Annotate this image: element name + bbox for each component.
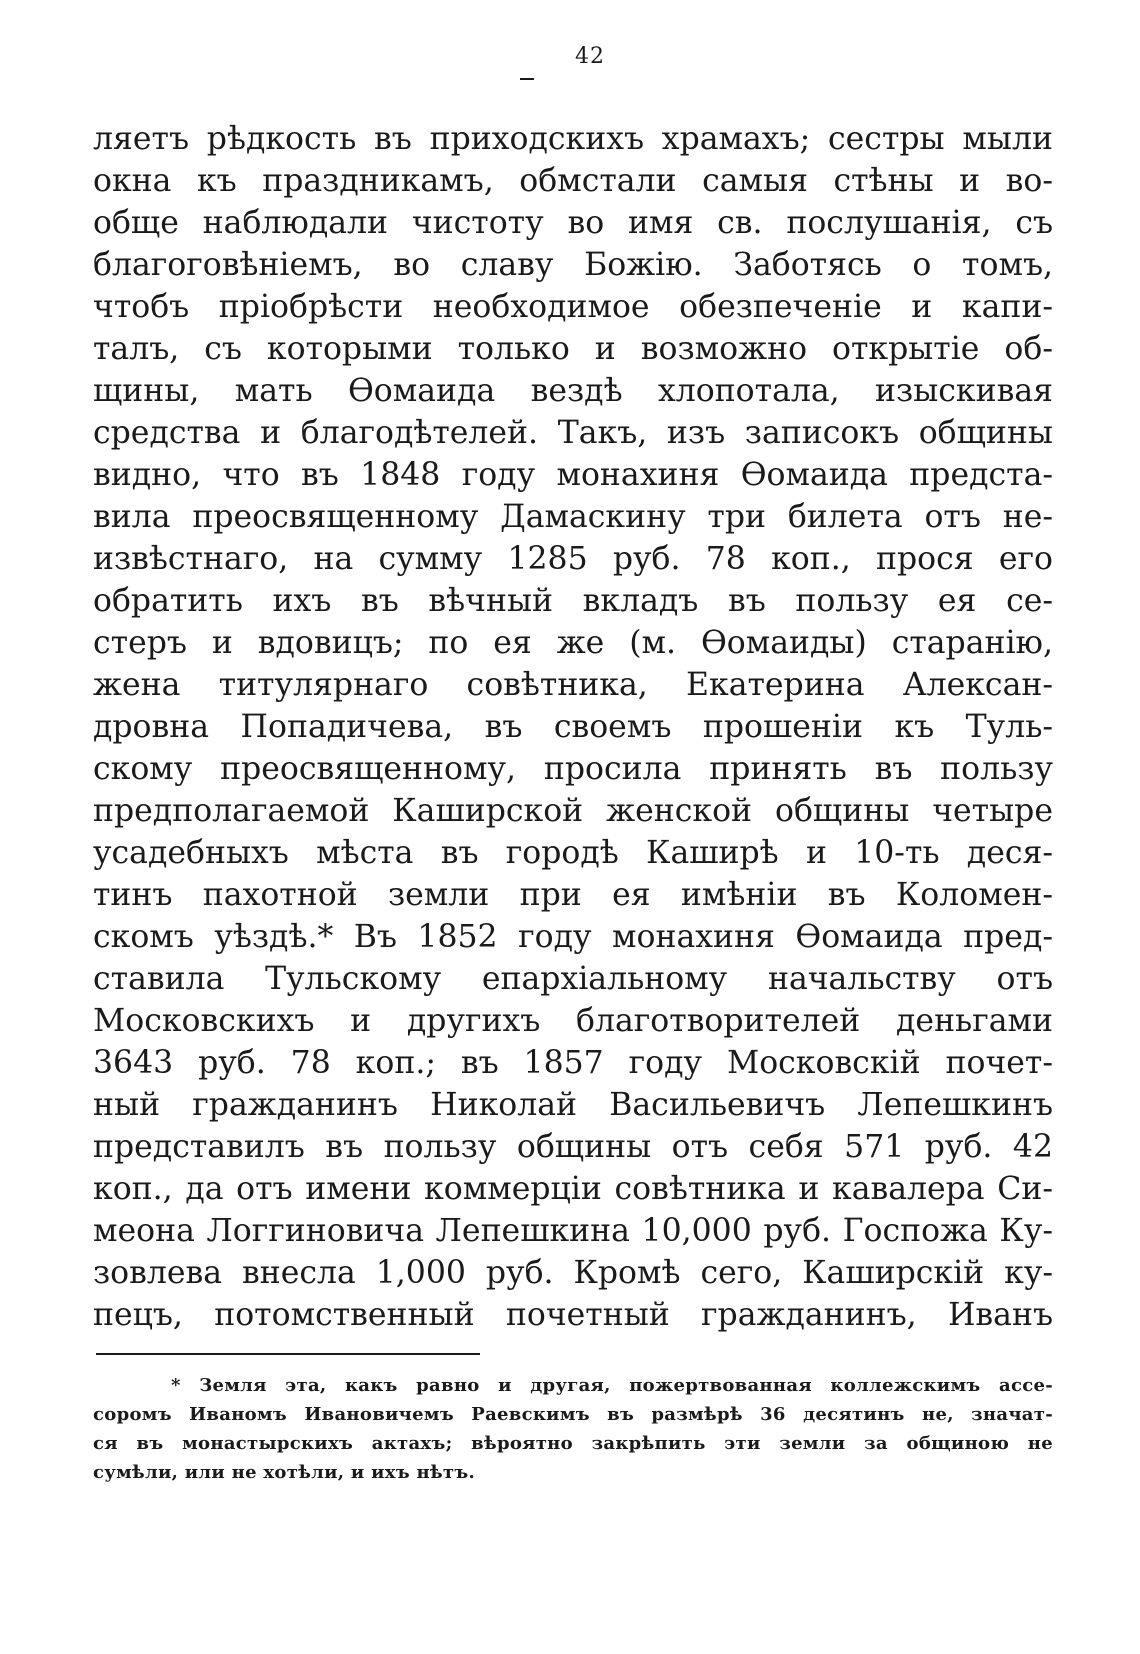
text-line: обратить ихъ въ вѣчный вкладъ въ пользу ея се-	[93, 583, 1053, 619]
text-line: ный гражданинъ Николай Васильевичъ Лепешкинъ	[93, 1087, 1053, 1123]
footnote-line: ся въ монастырскихъ актахъ; вѣроятно закрѣпить эти земли за общиною не	[93, 1433, 1053, 1454]
text-line: щины, мать Ѳомаида вездѣ хлопотала, изыскивая	[93, 373, 1053, 409]
text-line: вила преосвященному Дамаскину три билета отъ не-	[93, 499, 1053, 535]
text-line: 3643 руб. 78 коп.; въ 1857 году Московскій почет-	[93, 1045, 1053, 1081]
text-line: окна къ праздникамъ, обмстали самыя стѣны и во-	[93, 163, 1053, 199]
text-line: стеръ и вдовицъ; по ея же (м. Ѳомаиды) старанію,	[93, 625, 1053, 661]
text-line: зовлева внесла 1,000 руб. Кромѣ сего, Каширскій ку-	[93, 1255, 1053, 1291]
text-line: ляетъ рѣдкость въ приходскихъ храмахъ; сестры мыли	[93, 121, 1053, 157]
footnote	[93, 1371, 1053, 1487]
text-line: тинъ пахотной земли при ея имѣніи въ Коломен-	[93, 877, 1053, 913]
footnote-line: соромъ Иваномъ Ивановичемъ Раевскимъ въ размѣрѣ 36 десятинъ не, значат-	[93, 1404, 1053, 1425]
text-line: скому преосвященному, просила принять въ пользу	[93, 751, 1053, 787]
text-line: скомъ уѣздѣ.* Въ 1852 году монахиня Ѳомаида пред-	[93, 919, 1053, 955]
text-line: усадебныхъ мѣста въ городѣ Каширѣ и 10-ть деся-	[93, 835, 1053, 871]
text-line: меона Логгиновича Лепешкина 10,000 руб. Госпожа Ку-	[93, 1213, 1053, 1249]
text-line: жена титулярнаго совѣтника, Екатерина Алексан-	[93, 667, 1053, 703]
footnote-separator	[96, 1353, 480, 1355]
text-line: средства и благодѣтелей. Такъ, изъ записокъ общины	[93, 415, 1053, 451]
text-line: предполагаемой Каширской женской общины четыре	[93, 793, 1053, 829]
text-line: ставила Тульскому епархіальному начальству отъ	[93, 961, 1053, 997]
page-number-dash	[520, 78, 534, 80]
page-number: 42	[575, 44, 605, 69]
footnote-line: сумѣли, или не хотѣли, и ихъ нѣтъ.	[93, 1462, 476, 1483]
text-line: талъ, съ которыми только и возможно открытіе об-	[93, 331, 1053, 367]
footnote-line: * Земля эта, какъ равно и другая, пожертвованная коллежскимъ ассе-	[171, 1375, 1053, 1396]
text-line: обще наблюдали чистоту во имя св. послушанія, съ	[93, 205, 1053, 241]
text-line: видно, что въ 1848 году монахиня Ѳомаида предста-	[93, 457, 1053, 493]
text-line: пецъ, потомственный почетный гражданинъ, Иванъ	[93, 1297, 1053, 1333]
text-line: дровна Попадичева, въ своемъ прошеніи къ Туль-	[93, 709, 1053, 745]
text-line: чтобъ пріобрѣсти необходимое обезпеченіе и капи-	[93, 289, 1053, 325]
main-text	[93, 118, 1053, 1336]
text-line: коп., да отъ имени коммерціи совѣтника и кавалера Си-	[93, 1171, 1053, 1207]
text-line: Московскихъ и другихъ благотворителей деньгами	[93, 1003, 1053, 1039]
text-line: благоговѣніемъ, во славу Божію. Заботясь о томъ,	[93, 247, 1053, 283]
text-line: представилъ въ пользу общины отъ себя 571 руб. 42	[93, 1129, 1053, 1165]
text-line: извѣстнаго, на сумму 1285 руб. 78 коп., прося его	[93, 541, 1053, 577]
